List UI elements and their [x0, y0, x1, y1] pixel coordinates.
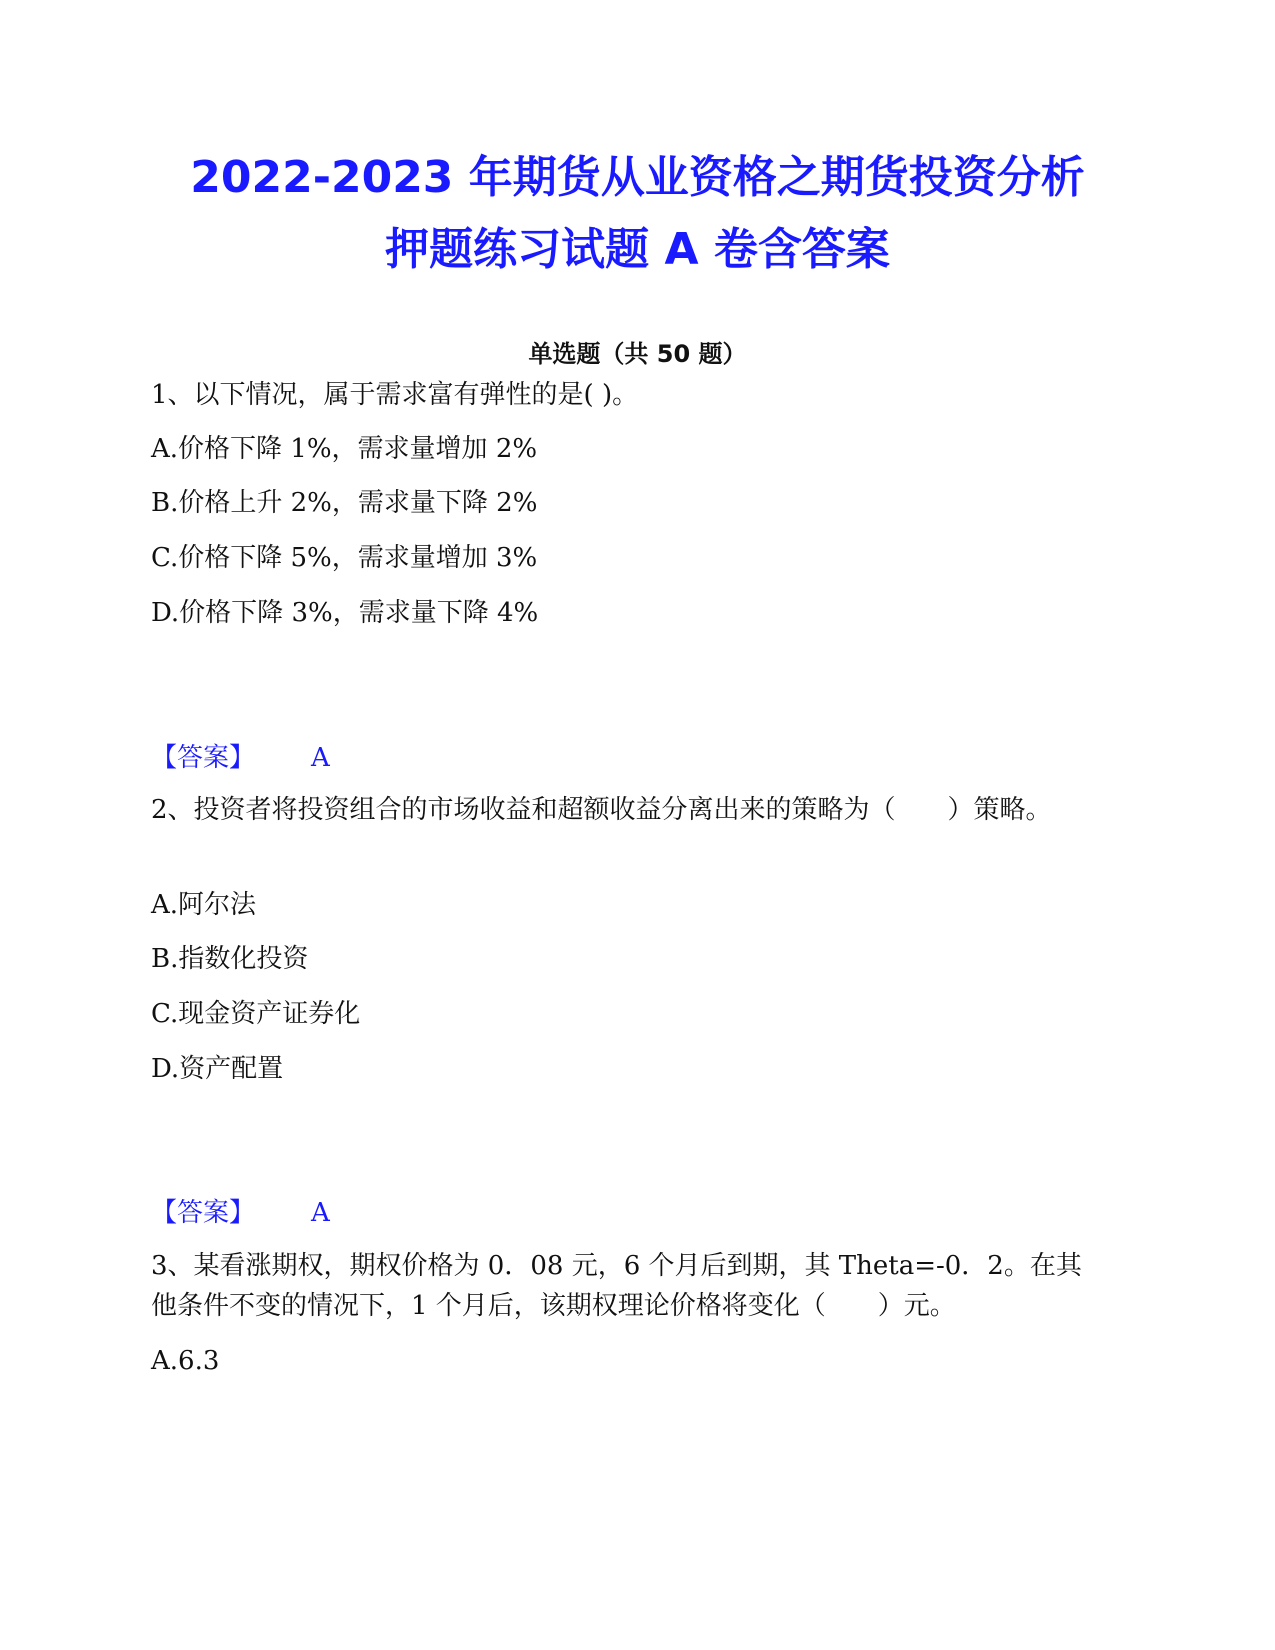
- section-heading: 单选题（共 50 题）: [528, 340, 747, 368]
- question-1-stem: 1、以下情况，属于需求富有弹性的是( )。: [151, 380, 639, 410]
- document-title-line-1: 2022-2023 年期货从业资格之期货投资分析: [190, 152, 1085, 203]
- answer-value: A: [311, 743, 330, 773]
- document-title-line-2: 押题练习试题 A 卷含答案: [385, 224, 890, 275]
- question-1-option-c: C.价格下降 5%，需求量增加 3%: [151, 543, 538, 573]
- answer-label: 【答案】: [151, 1198, 256, 1228]
- answer-value: A: [311, 1198, 330, 1228]
- question-2-stem: 2、投资者将投资组合的市场收益和超额收益分离出来的策略为（ ）策略。: [151, 795, 1052, 825]
- question-2-option-c: C.现金资产证券化: [151, 999, 361, 1029]
- question-3-option-a: A.6.3: [151, 1346, 220, 1376]
- question-2-answer: [151, 1200, 330, 1226]
- question-3-stem: 3、某看涨期权，期权价格为 0．08 元，6 个月后到期，其 Theta=-0．2。在其他条件不变的情况下，1 个月后，该期权理论价格将变化（ ）元。: [151, 1251, 1082, 1321]
- question-1-answer: [151, 745, 330, 771]
- question-2-option-b: B.指数化投资: [151, 944, 309, 974]
- question-2-option-a: A.阿尔法: [151, 890, 257, 920]
- question-1-option-b: B.价格上升 2%，需求量下降 2%: [151, 488, 538, 518]
- question-1-option-d: D.价格下降 3%，需求量下降 4%: [151, 598, 539, 628]
- question-1-option-a: A.价格下降 1%，需求量增加 2%: [151, 434, 538, 464]
- question-2-option-d: D.资产配置: [151, 1054, 284, 1084]
- answer-label: 【答案】: [151, 743, 256, 773]
